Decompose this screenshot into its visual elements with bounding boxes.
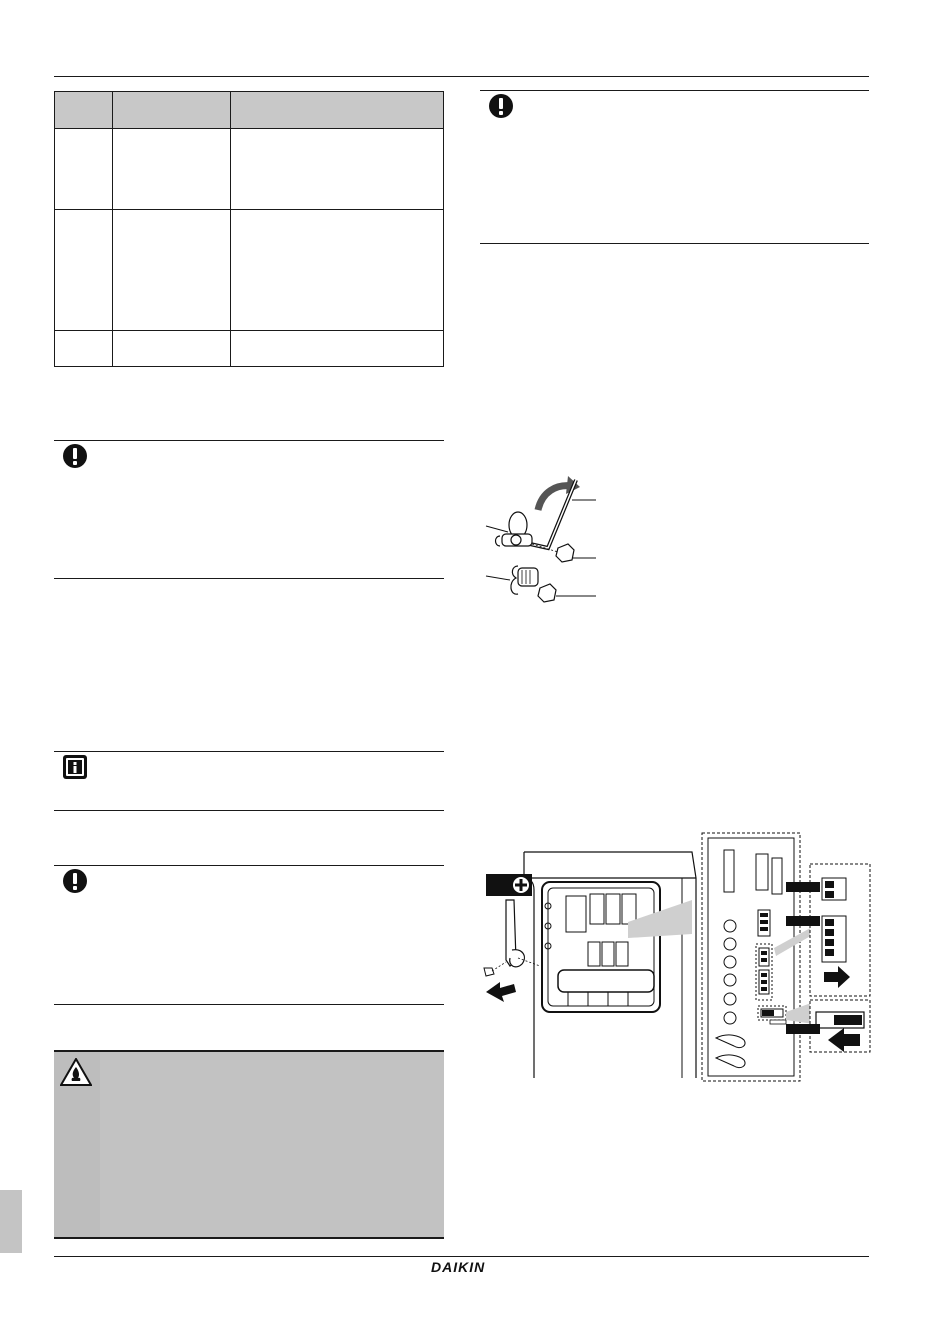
- table-col-divider: [112, 92, 113, 366]
- valve-cap: [538, 584, 556, 602]
- info-top-rule: [54, 751, 444, 752]
- table-row-divider: [55, 330, 443, 331]
- valve-cap: [556, 544, 574, 562]
- stop-valve-figure: [480, 470, 600, 610]
- table-row-divider: [55, 209, 443, 210]
- daikin-logo: DAIKIN: [431, 1259, 486, 1275]
- notice-top-rule: [54, 865, 444, 866]
- notice-bottom-rule: [480, 243, 869, 244]
- pcb-zoom-panel: [702, 833, 800, 1081]
- info-bottom-rule: [54, 810, 444, 811]
- warning-top-rule: [54, 1050, 444, 1052]
- remove-arrow: [486, 982, 516, 1002]
- exclamation-icon: [62, 868, 88, 894]
- info-icon: [62, 754, 88, 780]
- footer-rule: [54, 1256, 869, 1257]
- tool-label-left: [486, 874, 510, 896]
- warning-bottom-rule: [54, 1237, 444, 1239]
- screw: [484, 968, 494, 976]
- header-rule: [54, 76, 869, 77]
- notice-bottom-rule: [54, 1004, 444, 1005]
- outdoor-unit-switch-figure: [478, 830, 873, 1082]
- exclamation-icon: [62, 443, 88, 469]
- notice-bottom-rule: [54, 578, 444, 579]
- exclamation-icon: [488, 93, 514, 119]
- flammable-warning-icon: [60, 1058, 92, 1086]
- notice-top-rule: [480, 90, 869, 91]
- table-header-row: [55, 92, 443, 129]
- side-chapter-tab: [0, 1190, 22, 1253]
- table-col-divider: [230, 92, 231, 366]
- notice-top-rule: [54, 440, 444, 441]
- spec-table: [54, 91, 444, 367]
- flammable-warning-block: [54, 1051, 444, 1237]
